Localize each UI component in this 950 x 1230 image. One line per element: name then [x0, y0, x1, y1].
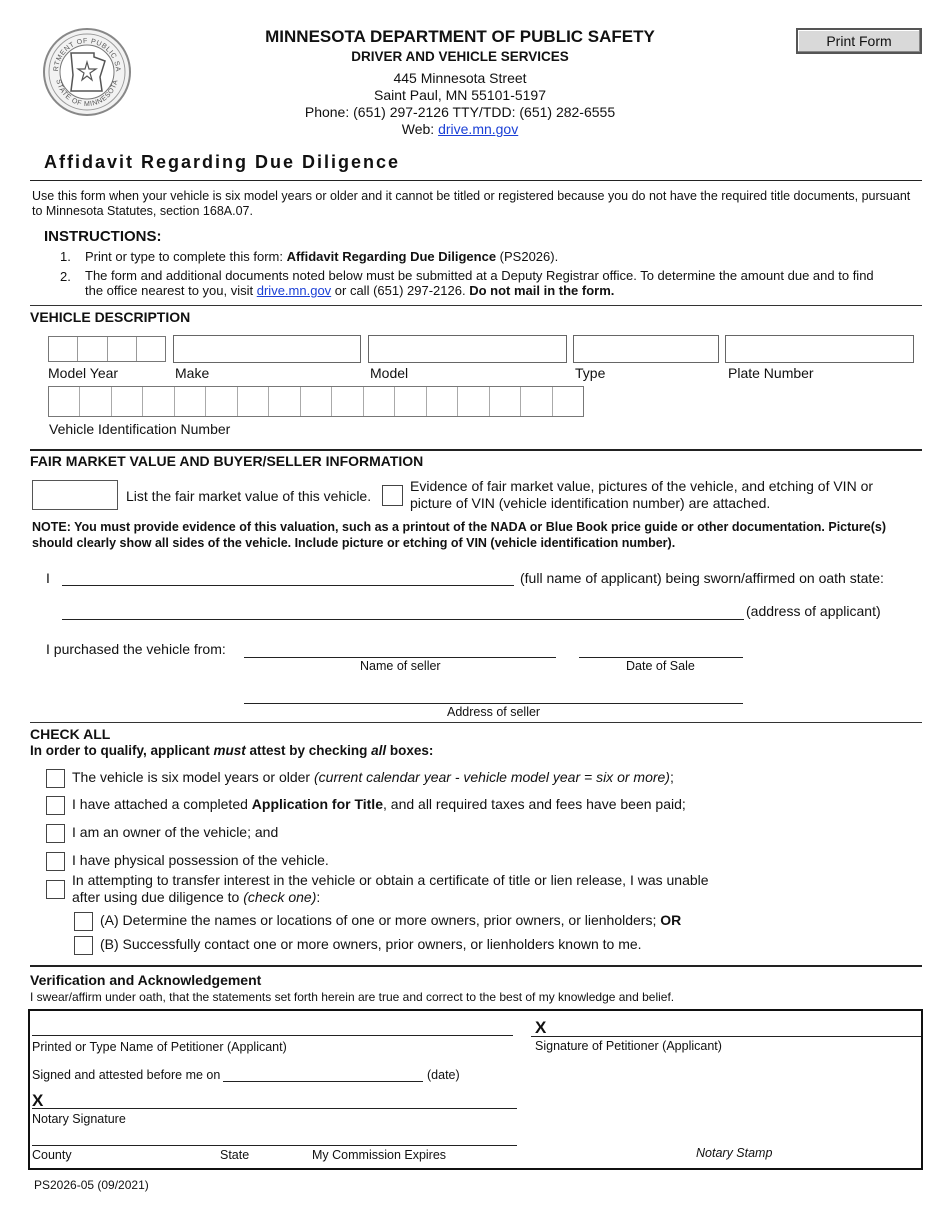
- county-state-line[interactable]: [32, 1145, 517, 1146]
- option-a-checkbox[interactable]: [74, 912, 93, 931]
- plate-number-label: Plate Number: [728, 365, 814, 381]
- instruction-1-form-name: Affidavit Regarding Due Diligence: [286, 249, 497, 264]
- seller-name-line[interactable]: [244, 657, 556, 658]
- plate-number-input[interactable]: [725, 335, 914, 363]
- application-attached-checkbox[interactable]: [46, 796, 65, 815]
- printed-name-label: Printed or Type Name of Petitioner (Applicant): [32, 1040, 287, 1054]
- option-a-label: (A) Determine the names or locations of one or more owners, prior owners, or lienholders; OR: [100, 912, 682, 928]
- notary-signature-line[interactable]: [32, 1108, 517, 1109]
- notary-stamp-label: Notary Stamp: [696, 1146, 773, 1160]
- signature-line[interactable]: [531, 1036, 921, 1037]
- instruction-2-warning: Do not mail in the form.: [469, 283, 615, 298]
- vin-label: Vehicle Identification Number: [49, 421, 231, 437]
- form-id: PS2026-05 (09/2021): [34, 1178, 149, 1192]
- fair-market-value-input[interactable]: [32, 480, 118, 510]
- signed-before-label: Signed and attested before me on: [32, 1068, 221, 1082]
- seal-emblem-icon: [42, 27, 132, 117]
- state-label: State: [220, 1148, 250, 1162]
- printed-name-line[interactable]: [32, 1035, 513, 1036]
- date-of-sale-line[interactable]: [579, 657, 743, 658]
- possession-checkbox[interactable]: [46, 852, 65, 871]
- attest-date-line[interactable]: [223, 1081, 423, 1082]
- six-years-checkbox[interactable]: [46, 769, 65, 788]
- agency-header: [220, 27, 700, 137]
- make-input[interactable]: [173, 335, 361, 363]
- purchased-from-label: I purchased the vehicle from:: [46, 641, 226, 657]
- i-label: I: [46, 570, 50, 586]
- possession-label: I have physical possession of the vehicle.: [72, 852, 329, 868]
- web-link[interactable]: drive.mn.gov: [438, 121, 519, 137]
- form-title: Affidavit Regarding Due Diligence: [44, 152, 401, 172]
- phone-line: Phone: (651) 297-2126 TTY/TDD: (651) 282-6555: [304, 104, 616, 120]
- vehicle-description-heading: VEHICLE DESCRIPTION: [30, 309, 191, 325]
- verification-statement: I swear/affirm under oath, that the statements set forth herein are true and correct to the best of my knowledge and belief.: [30, 990, 675, 1004]
- web-label: Web:: [401, 121, 439, 137]
- model-input[interactable]: [368, 335, 567, 363]
- owner-checkbox[interactable]: [46, 824, 65, 843]
- address-of-applicant-label: (address of applicant): [746, 603, 881, 619]
- intro-text: Use this form when your vehicle is six model years or older and it cannot be titled or registered because you do not have the required title documents, pursuant to Minnesota Statutes, section 168A.07.: [32, 189, 911, 218]
- due-diligence-label: In attempting to transfer interest in the vehicle or obtain a certificate of title or lien release, I was unable after using due diligence to (check one):: [72, 872, 709, 905]
- seal-top-text: RTMENT OF PUBLIC SA: [52, 37, 122, 73]
- notary-x: X: [32, 1091, 44, 1110]
- signature-label: Signature of Petitioner (Applicant): [535, 1039, 722, 1053]
- fair-market-value-label: List the fair market value of this vehicle.: [126, 488, 372, 504]
- evidence-attached-label: Evidence of fair market value, pictures of the vehicle, and etching of VIN or picture of VIN (vehicle identification number) are attached.: [410, 478, 874, 511]
- instruction-2-link[interactable]: drive.mn.gov: [256, 283, 332, 298]
- valuation-note: NOTE: You must provide evidence of this valuation, such as a printout of the NADA or Blue Book price guide or other documentation. Picture(s) should clearly show all sides of the vehicle. Include picture or etching of VIN (vehicle identification number).: [32, 520, 887, 550]
- type-label: Type: [575, 365, 606, 381]
- applicant-name-line[interactable]: [62, 585, 514, 586]
- six-years-label: The vehicle is six model years or older (current calendar year - vehicle model year = six or more);: [72, 769, 674, 785]
- city-address: Saint Paul, MN 55101-5197: [374, 87, 546, 103]
- department-name: MINNESOTA DEPARTMENT OF PUBLIC SAFETY: [265, 27, 655, 46]
- fmv-heading: FAIR MARKET VALUE AND BUYER/SELLER INFORMATION: [30, 453, 424, 469]
- instruction-2-text: The form and additional documents noted below must be submitted at a Deputy Registrar office. To determine the amount due and to find the office nearest to you, visit: [85, 268, 874, 298]
- instruction-1-number: 1.: [60, 249, 71, 264]
- model-year-input[interactable]: [48, 336, 166, 362]
- address-of-seller-label: Address of seller: [447, 705, 541, 719]
- instruction-1-text: Print or type to complete this form:: [85, 249, 287, 264]
- date-of-sale-label: Date of Sale: [626, 659, 695, 673]
- signature-x: X: [535, 1018, 547, 1037]
- state-seal: [42, 27, 132, 117]
- notary-signature-label: Notary Signature: [32, 1112, 126, 1126]
- type-input[interactable]: [573, 335, 719, 363]
- street-address: 445 Minnesota Street: [393, 70, 527, 86]
- option-b-checkbox[interactable]: [74, 936, 93, 955]
- check-all-subheading: In order to qualify, applicant must attest by checking all boxes:: [30, 743, 434, 758]
- seller-address-line[interactable]: [244, 703, 743, 704]
- verification-heading: Verification and Acknowledgement: [30, 972, 262, 988]
- due-diligence-checkbox[interactable]: [46, 880, 65, 899]
- seal-bottom-text: STATE OF MINNESOTA: [54, 78, 120, 109]
- county-label: County: [32, 1148, 72, 1162]
- attest-date-label: (date): [427, 1068, 460, 1082]
- web-line: [220, 121, 700, 137]
- check-all-heading: CHECK ALL: [30, 726, 111, 742]
- instruction-1-form-id: (PS2026).: [496, 249, 559, 264]
- model-year-label: Model Year: [48, 365, 119, 381]
- option-b-label: (B) Successfully contact one or more owners, prior owners, or lienholders known to me.: [100, 936, 642, 952]
- model-label: Model: [370, 365, 409, 381]
- owner-label: I am an owner of the vehicle; and: [72, 824, 279, 840]
- commission-expires-label: My Commission Expires: [312, 1148, 447, 1162]
- print-form-button[interactable]: Print Form: [796, 28, 922, 54]
- make-label: Make: [175, 365, 210, 381]
- instructions-heading: INSTRUCTIONS:: [44, 228, 162, 245]
- evidence-attached-checkbox[interactable]: [382, 485, 403, 506]
- instruction-2-number: 2.: [60, 269, 71, 284]
- vin-input[interactable]: [48, 386, 584, 417]
- name-of-seller-label: Name of seller: [360, 659, 441, 673]
- sworn-label: (full name of applicant) being sworn/affirmed on oath state:: [520, 570, 884, 586]
- applicant-address-line[interactable]: [62, 619, 744, 620]
- instruction-2-phone: or call (651) 297-2126.: [331, 283, 470, 298]
- application-attached-label: I have attached a completed Application for Title, and all required taxes and fees have been paid;: [72, 796, 686, 812]
- division-name: DRIVER AND VEHICLE SERVICES: [351, 49, 569, 64]
